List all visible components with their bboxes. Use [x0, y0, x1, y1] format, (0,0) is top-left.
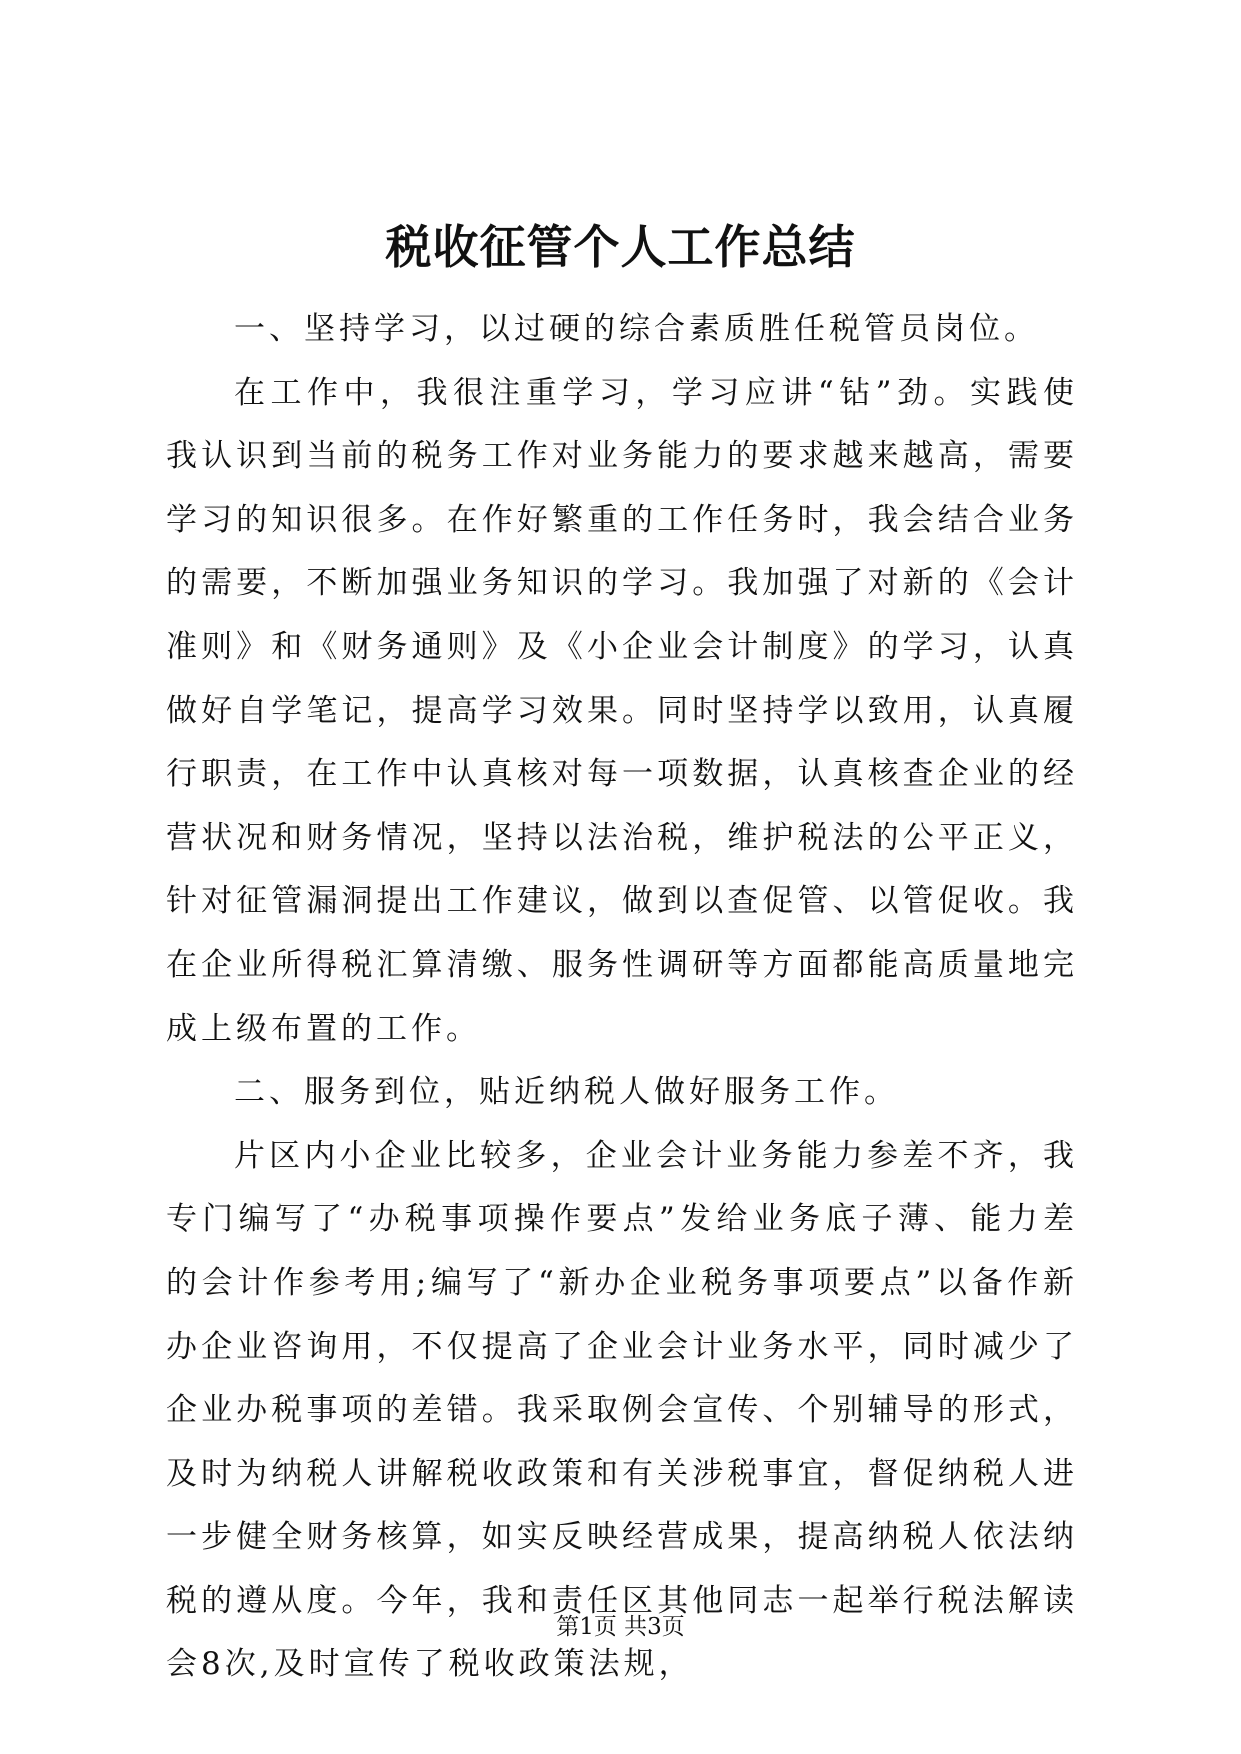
body-paragraph-1: 在工作中，我很注重学习，学习应讲“钻”劲。实践使我认识到当前的税务工作对业务能力的要求越来越高，需要学习的知识很多。在作好繁重的工作任务时，我会结合业务的需要，不断加强业务知识的学习。我加强了对新的《会计准则》和《财务通则》及《小企业会计制度》的学习，认真做好自学笔记，提高学习效果。同时坚持学以致用，认真履行职责，在工作中认真核对每一项数据，认真核查企业的经营状况和财务情况，坚持以法治税，维护税法的公平正义，针对征管漏洞提出工作建议，做到以查促管、以管促收。我在企业所得税汇算清缴、服务性调研等方面都能高质量地完成上级布置的工作。: [166, 374, 1078, 1047]
section-heading-2: 二、服务到位，贴近纳税人做好服务工作。: [234, 1074, 899, 1111]
page-footer: 第1页 共3页: [556, 1614, 685, 1640]
document-body: [166, 298, 1078, 1697]
document-title: 税收征管个人工作总结: [385, 220, 856, 274]
body-paragraph-2: 片区内小企业比较多，企业会计业务能力参差不齐，我专门编写了“办税事项操作要点”发给业务底子薄、能力差的会计作参考用;编写了“新办企业税务事项要点”以备作新办企业咨询用，不仅提高了企业会计业务水平，同时减少了企业办税事项的差错。我采取例会宣传、个别辅导的形式，及时为纳税人讲解税收政策和有关涉税事宜，督促纳税人进一步健全财务核算，如实反映经营成果，提高纳税人依法纳税的遵从度。今年，我和责任区其他同志一起举行税法解读会8次,及时宣传了税收政策法规，: [166, 1137, 1078, 1683]
section-heading-1: 一、坚持学习，以过硬的综合素质胜任税管员岗位。: [234, 311, 1039, 347]
